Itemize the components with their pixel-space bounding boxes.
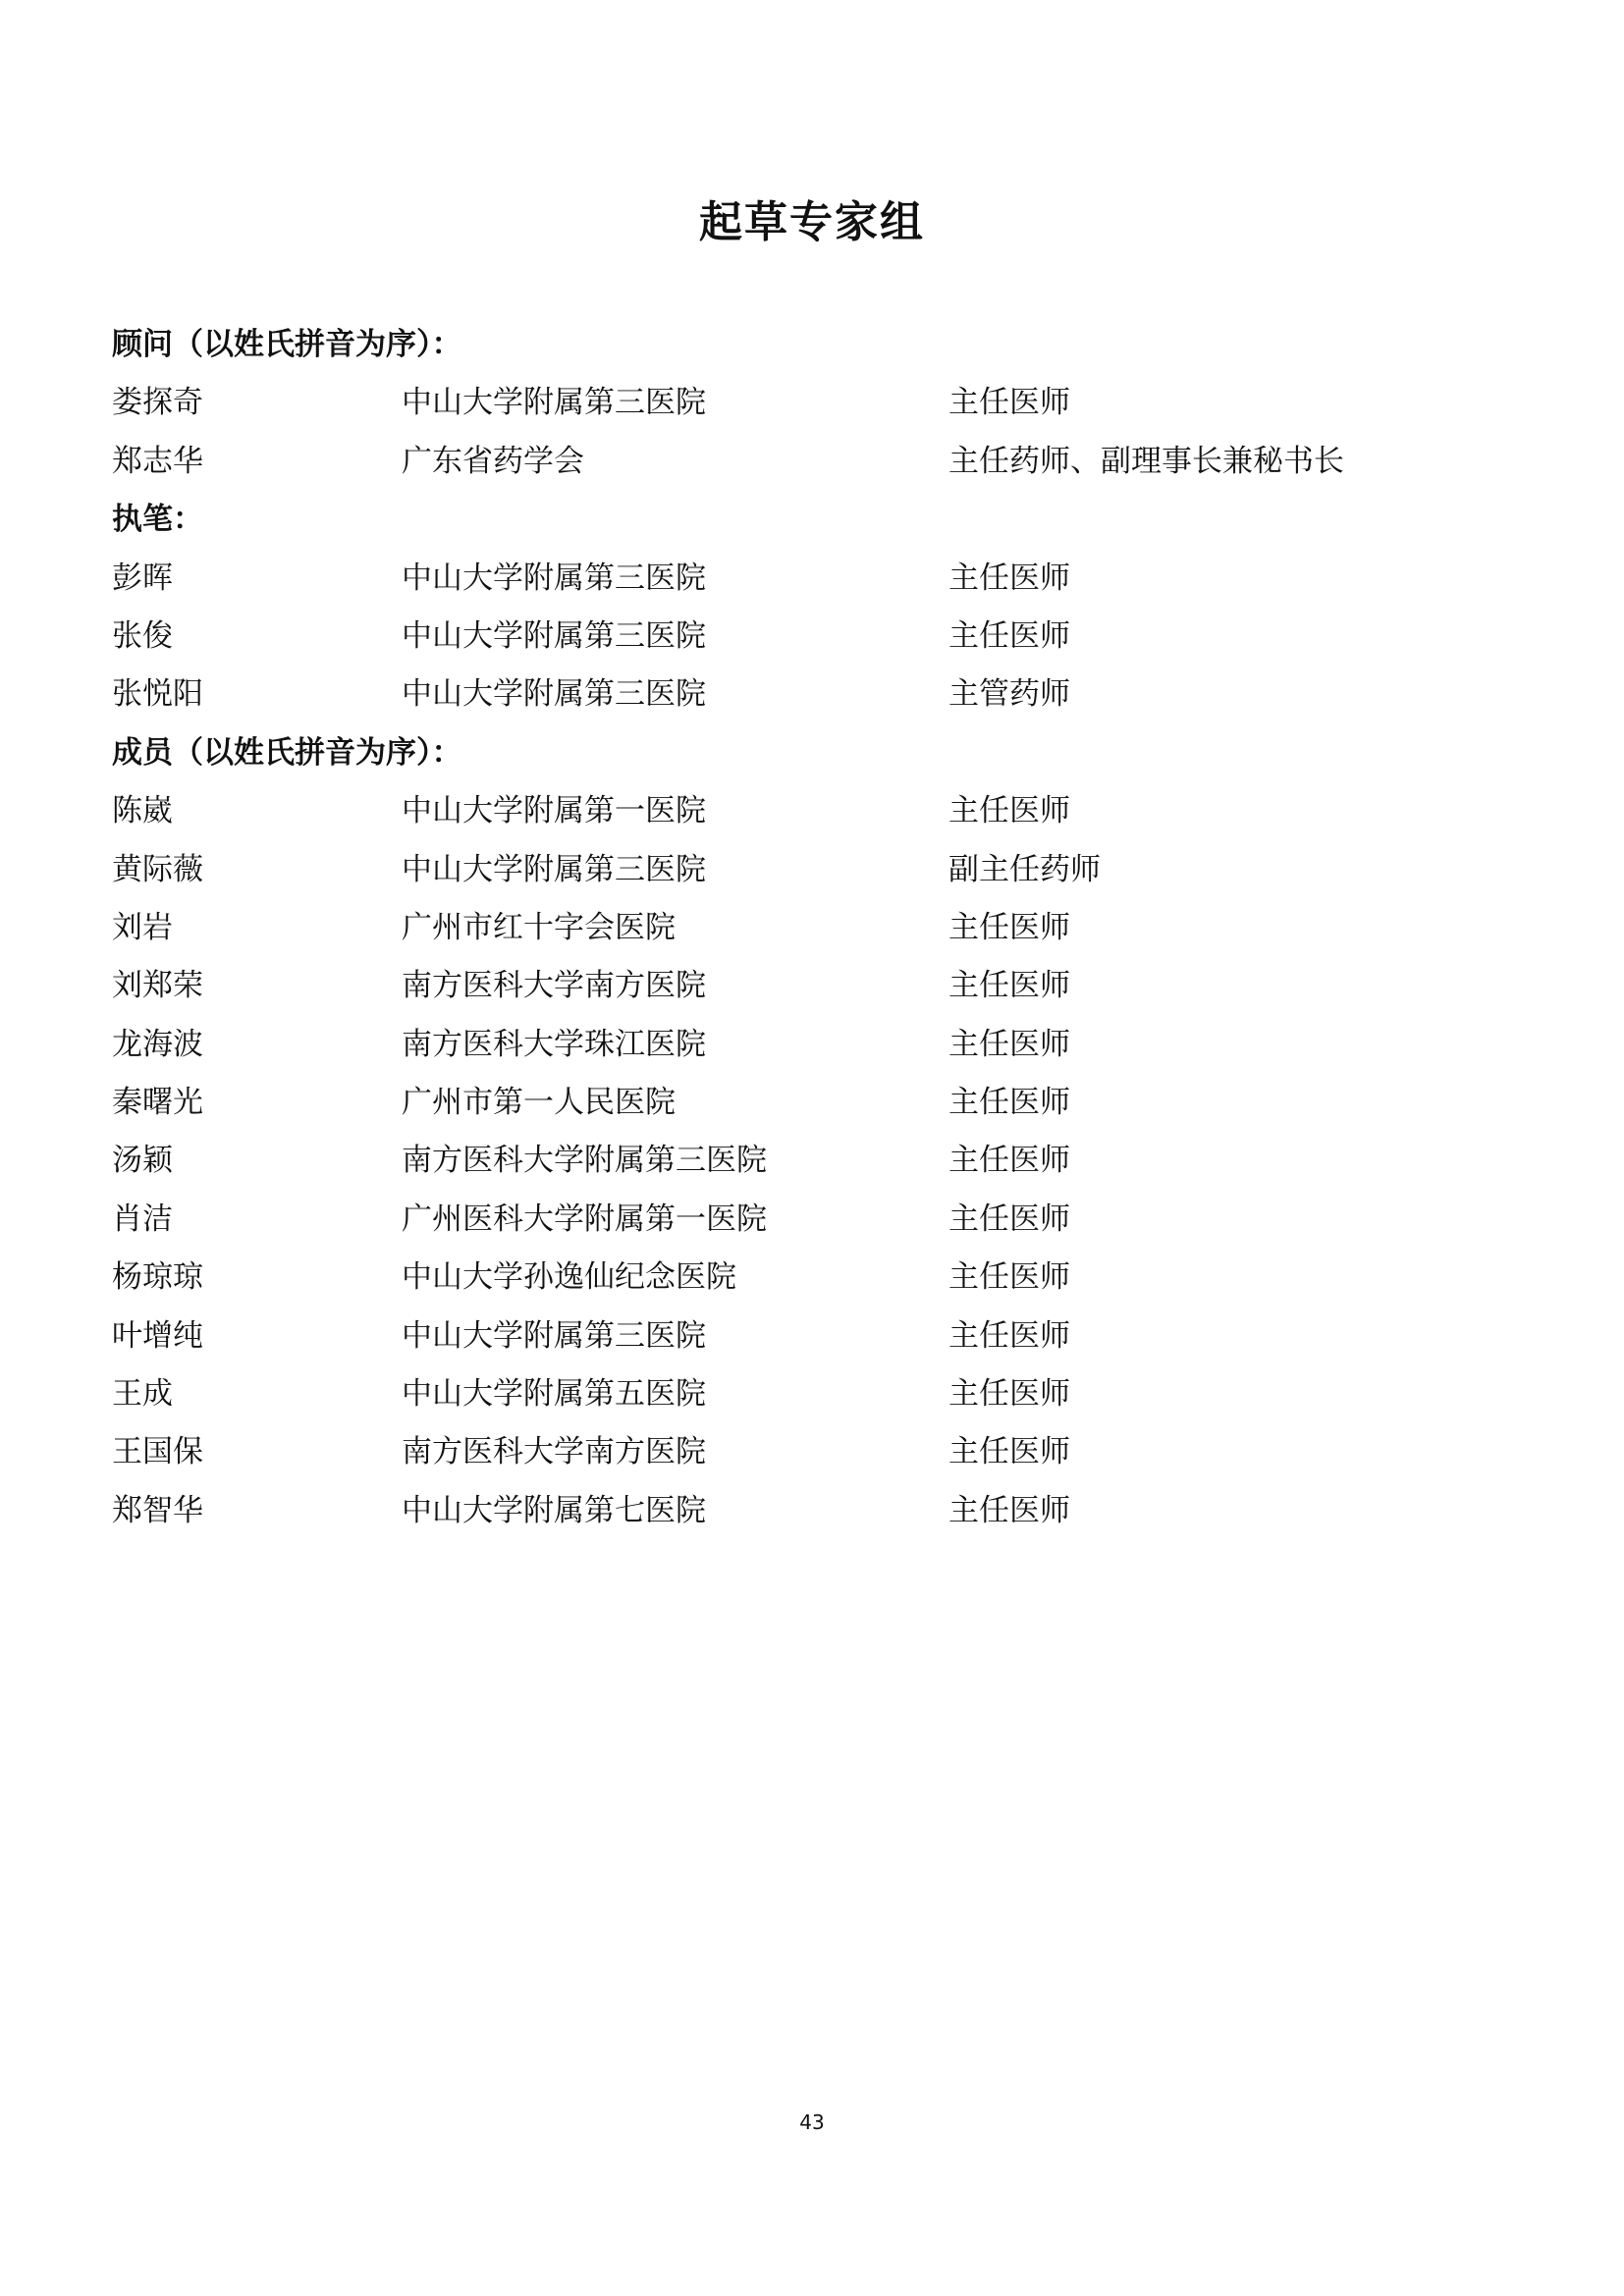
member-organization: 南方医科大学南方医院 xyxy=(402,968,706,1004)
member-row xyxy=(112,666,1526,723)
member-title: 主任医师 xyxy=(948,1434,1070,1470)
member-name: 王国保 xyxy=(112,1434,203,1470)
member-row xyxy=(112,841,1526,899)
member-organization: 南方医科大学附属第三医院 xyxy=(402,1143,767,1179)
member-row xyxy=(112,1132,1526,1190)
member-row xyxy=(112,1482,1526,1540)
member-name: 汤颖 xyxy=(112,1143,173,1179)
page-title: 起草专家组 xyxy=(699,197,925,248)
member-name: 彭晖 xyxy=(112,560,173,596)
section-heading-advisors: 顾问（以姓氏拼音为序）： xyxy=(112,327,462,362)
member-organization: 南方医科大学珠江医院 xyxy=(402,1026,706,1062)
member-row xyxy=(112,1249,1526,1307)
member-organization: 广东省药学会 xyxy=(402,443,584,479)
member-name: 郑智华 xyxy=(112,1492,203,1528)
member-organization: 广州市第一人民医院 xyxy=(402,1085,676,1121)
page-number: 43 xyxy=(799,2110,825,2134)
member-name: 叶增纯 xyxy=(112,1317,203,1354)
member-name: 张俊 xyxy=(112,617,173,654)
member-title: 主任医师 xyxy=(948,1143,1070,1179)
section-heading-members: 成员（以姓氏拼音为序）： xyxy=(112,734,462,771)
member-row xyxy=(112,1016,1526,1074)
member-title: 主任药师、副理事长兼秘书长 xyxy=(948,443,1344,479)
member-row xyxy=(112,374,1526,432)
member-title: 主任医师 xyxy=(948,560,1070,596)
member-organization: 中山大学附属第七医院 xyxy=(402,1492,706,1528)
member-organization: 中山大学孙逸仙纪念医院 xyxy=(402,1259,736,1296)
member-title: 主任医师 xyxy=(948,1201,1070,1237)
member-organization: 南方医科大学南方医院 xyxy=(402,1434,706,1470)
member-organization: 广州市红十字会医院 xyxy=(402,909,676,945)
member-row xyxy=(112,1191,1526,1249)
member-title: 主任医师 xyxy=(948,1259,1070,1296)
member-title: 主任医师 xyxy=(948,617,1070,654)
member-title: 主任医师 xyxy=(948,968,1070,1004)
member-row xyxy=(112,550,1526,608)
member-name: 刘岩 xyxy=(112,909,173,945)
member-title: 主任医师 xyxy=(948,1376,1070,1413)
member-organization: 广州医科大学附属第一医院 xyxy=(402,1201,767,1237)
member-title: 主任医师 xyxy=(948,1085,1070,1121)
member-row xyxy=(112,433,1526,491)
member-organization: 中山大学附属第三医院 xyxy=(402,1317,706,1354)
member-organization: 中山大学附属第三医院 xyxy=(402,676,706,713)
expert-group-list xyxy=(112,316,1526,1540)
member-row xyxy=(112,1308,1526,1365)
member-title: 主任医师 xyxy=(948,1492,1070,1528)
member-name: 张悦阳 xyxy=(112,676,203,713)
member-title: 副主任药师 xyxy=(948,851,1101,887)
member-organization: 中山大学附属第五医院 xyxy=(402,1376,706,1413)
member-organization: 中山大学附属第三医院 xyxy=(402,851,706,887)
member-title: 主任医师 xyxy=(948,909,1070,945)
member-row xyxy=(112,1365,1526,1423)
member-organization: 中山大学附属第三医院 xyxy=(402,617,706,654)
member-name: 陈崴 xyxy=(112,793,173,829)
member-name: 肖洁 xyxy=(112,1201,173,1237)
member-title: 主管药师 xyxy=(948,676,1070,713)
member-row xyxy=(112,608,1526,666)
member-row xyxy=(112,899,1526,957)
member-title: 主任医师 xyxy=(948,1026,1070,1062)
member-row xyxy=(112,1074,1526,1132)
member-name: 龙海波 xyxy=(112,1026,203,1062)
member-name: 秦曙光 xyxy=(112,1085,203,1121)
member-name: 娄探奇 xyxy=(112,385,203,421)
member-name: 王成 xyxy=(112,1376,173,1413)
member-title: 主任医师 xyxy=(948,385,1070,421)
member-organization: 中山大学附属第三医院 xyxy=(402,560,706,596)
member-row xyxy=(112,957,1526,1015)
member-title: 主任医师 xyxy=(948,793,1070,829)
member-row xyxy=(112,782,1526,840)
member-row xyxy=(112,1423,1526,1481)
member-name: 杨琼琼 xyxy=(112,1259,203,1296)
member-title: 主任医师 xyxy=(948,1317,1070,1354)
member-name: 黄际薇 xyxy=(112,851,203,887)
member-organization: 中山大学附属第三医院 xyxy=(402,385,706,421)
member-name: 郑志华 xyxy=(112,443,203,479)
section-heading-writers: 执笔： xyxy=(112,502,203,538)
member-organization: 中山大学附属第一医院 xyxy=(402,793,706,829)
member-name: 刘郑荣 xyxy=(112,968,203,1004)
